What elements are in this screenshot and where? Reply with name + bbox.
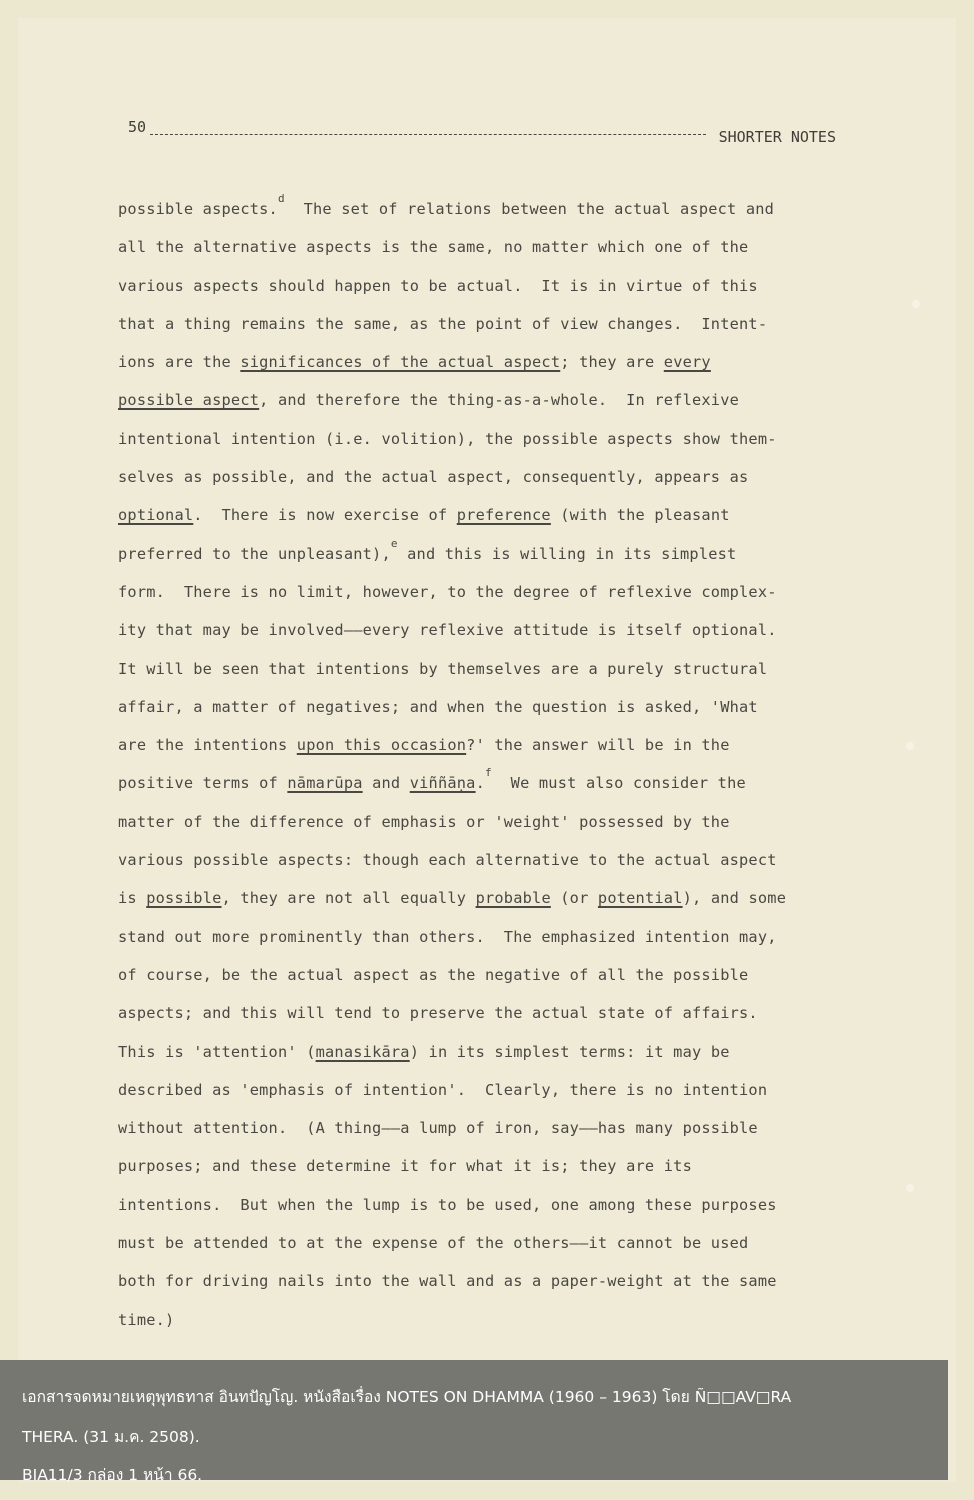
text-run: ions are the [118,353,241,372]
text-line [118,420,838,458]
pin-mark [912,300,920,308]
text-run: (with the pleasant [550,506,730,525]
text-run: without attention. (A thing——a lump of iron, say——has many possible [118,1119,758,1138]
underlined-text: potential [597,889,683,908]
caption-line-2: THERA. (31 ม.ค. 2508). [22,1428,200,1446]
footnote-marker: f [485,766,492,780]
text-line [118,1033,838,1071]
text-run: (or [550,889,598,908]
text-run: This is 'attention' ( [118,1042,316,1061]
text-line [118,803,838,841]
text-run: affair, a matter of negatives; and when the question is asked, 'What [118,697,758,716]
text-line [118,1071,838,1109]
text-run: that a thing remains the same, as the point of view changes. Intent- [118,314,768,333]
text-run: ?' the answer will be in the [466,736,730,755]
page-number: 50 [128,118,147,136]
text-run: possible aspects. [118,200,278,218]
text-line [118,1147,838,1185]
text-run: ity that may be involved——every reflexive attitude is itself optional. [118,621,777,640]
text-line [118,688,838,726]
pin-mark [906,1184,914,1192]
text-line [118,611,838,649]
text-run: various aspects should happen to be actual. It is in virtue of this [118,276,758,295]
page-header [128,118,836,148]
text-run: and [362,774,410,793]
underlined-text: preference [456,506,551,525]
text-line [118,726,838,764]
text-run: positive terms of [118,774,288,793]
text-run: ), and some [682,889,787,908]
text-run: matter of the difference of emphasis or 'weight' possessed by the [118,812,730,831]
text-line [118,1301,838,1339]
footnote-marker: d [277,192,285,205]
text-line [118,381,838,419]
text-run: intentions. But when the lump is to be used, one among these purposes [118,1195,777,1214]
text-line [118,1186,838,1224]
text-run: are the intentions [118,736,297,755]
pin-mark [906,742,914,750]
text-line [118,228,838,266]
text-line [118,879,838,917]
underlined-text: manasikāra [315,1042,410,1061]
running-title: SHORTER NOTES [718,128,836,146]
text-run: is [118,889,147,908]
underlined-text: possible aspect [118,391,260,410]
underlined-text: upon this occasion [296,736,467,755]
text-run: . [475,774,486,793]
underlined-text: nāmarūpa [287,774,363,793]
text-run: ; they are [560,353,664,372]
text-run: , they are not all equally [221,889,476,908]
underlined-text: significances of the actual aspect [240,353,561,372]
text-run: purposes; and these determine it for what it is; they are its [118,1157,692,1176]
text-line [118,650,838,688]
footnote-marker: e [390,536,398,550]
text-line [118,190,838,228]
caption-line-1: เอกสารจดหมายเหตุพุทธทาส อินทปัญโญ. หนังสือเรื่อง NOTES ON DHAMMA (1960 – 1963) โดย Ñ□□AV□RA [22,1388,792,1406]
text-line [118,1262,838,1300]
underlined-text: viññāṇa [409,774,476,793]
text-run: intentional intention (i.e. volition), the possible aspects show them- [118,429,777,448]
text-run: form. There is no limit, however, to the degree of reflexive complex- [118,582,777,601]
text-line [118,841,838,879]
text-run: aspects; and this will tend to preserve the actual state of affairs. [118,1004,758,1023]
text-run: preferred to the unpleasant), [118,544,391,563]
text-line [118,267,838,305]
typescript-body [118,190,838,1339]
text-line [118,305,838,343]
text-run: We must also consider the [491,774,746,793]
text-run: ) in its simplest terms: it may be [409,1042,730,1061]
text-run: of course, be the actual aspect as the negative of all the possible [118,965,749,984]
text-run: and this is willing in its simplest [397,544,737,563]
underlined-text: possible [146,889,222,908]
underlined-text: probable [475,889,551,908]
header-rule [150,134,706,135]
text-line [118,764,838,802]
text-run: stand out more prominently than others. The emphasized intention may, [118,927,777,946]
text-line [118,1109,838,1147]
text-line [118,573,838,611]
text-line [118,994,838,1032]
text-run: selves as possible, and the actual aspect, consequently, appears as [118,468,749,487]
text-line [118,918,838,956]
text-run: , and therefore the thing-as-a-whole. In reflexive [259,391,740,410]
text-run: all the alternative aspects is the same, no matter which one of the [118,238,749,257]
text-run: The set of relations between the actual aspect and [284,200,775,218]
text-run: time.) [118,1310,175,1329]
caption-line-3: BIA11/3 กล่อง 1 หน้า 66. [22,1466,203,1484]
text-line [118,535,838,573]
text-line [118,496,838,534]
underlined-text: every [663,353,711,372]
text-run: . There is now exercise of [193,506,457,525]
text-run: described as 'emphasis of intention'. Clearly, there is no intention [118,1080,768,1099]
underlined-text: optional [118,506,194,525]
text-run: both for driving nails into the wall and as a paper-weight at the same [118,1272,777,1291]
text-line [118,343,838,381]
text-run: must be attended to at the expense of the others——it cannot be used [118,1234,749,1253]
text-run: It will be seen that intentions by themselves are a purely structural [118,659,768,678]
text-line [118,956,838,994]
text-line [118,1224,838,1262]
text-run: various possible aspects: though each alternative to the actual aspect [118,851,777,870]
archive-caption [0,1360,948,1484]
text-line [118,458,838,496]
